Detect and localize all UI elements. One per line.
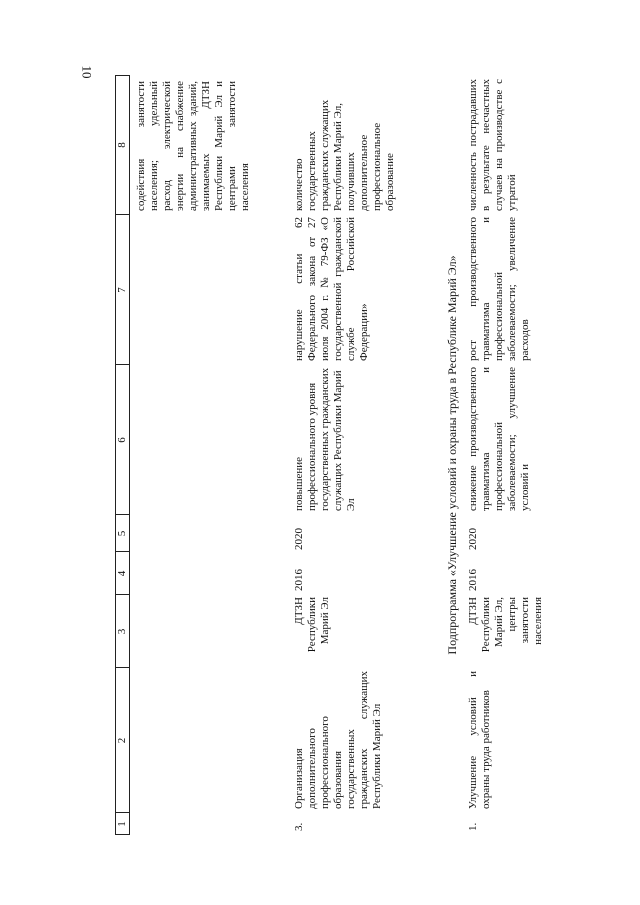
sub-row-1-executor: ДТЗН Республики Марий Эл, центры занятости населения (467, 597, 544, 653)
page-number: 10 (79, 65, 95, 79)
column-number-8: 8 (116, 142, 128, 148)
column-number-7: 7 (116, 287, 128, 293)
row-3-start-year: 2016 (293, 569, 305, 591)
sub-row-1-start-year: 2016 (467, 569, 479, 591)
row-3-number: 3. (293, 822, 305, 831)
row-3-indicator: количество государственных гражданских служащих Республики Марий Эл, получивших дополнительное профессиональное образование (293, 99, 396, 211)
continued-indicator-cell: содействия занятости населения; удельный расход электрической энергии на снабжение административных зданий, занимаемых ДТЗН Республики Марий Эл и центрами занятости населения (135, 81, 251, 211)
row-3-consequence: нарушение статьи 62 Федерального закона от 27 июля 2004 г. № 79-ФЗ «О государственной гражданской службе Российской Федерации» (293, 217, 370, 361)
sub-row-1-number: 1. (467, 822, 479, 831)
header-bottom-line (129, 75, 130, 835)
sub-row-1-result: снижение производственного травматизма и профессиональной заболеваемости; улучшение условий и (467, 367, 531, 511)
row-3-result: повышение профессионального уровня государственных гражданских служащих Республики Марий Эл (293, 367, 357, 511)
row-3-end-year: 2020 (293, 528, 305, 550)
column-number-5: 5 (116, 530, 128, 537)
subprogram-title: Подпрограмма «Улучшение условий и охраны труда в Республике Марий Эл» (445, 255, 459, 655)
sub-row-1-indicator: численность пострадавших в результате несчастных случаев на производстве с утратой (467, 79, 518, 211)
sub-row-1-name: Улучшение условий и охраны труда работников (467, 671, 492, 809)
column-number-4: 4 (116, 570, 128, 577)
row-3-name: Организация дополнительного профессионального образования государственных гражданских служащих Республики Марий Эл (293, 671, 383, 809)
sub-row-1-end-year: 2020 (467, 528, 479, 550)
sub-row-1-consequence: рост производственного травматизма и профессиональной заболеваемости; увеличение расходов (467, 217, 531, 361)
column-number-6: 6 (116, 437, 128, 443)
column-number-3: 3 (116, 628, 128, 635)
column-number-2: 2 (116, 737, 128, 744)
row-3-executor: ДТЗН Республики Марий Эл (293, 597, 331, 653)
column-number-1: 1 (116, 821, 128, 827)
rotated-table (115, 75, 640, 835)
